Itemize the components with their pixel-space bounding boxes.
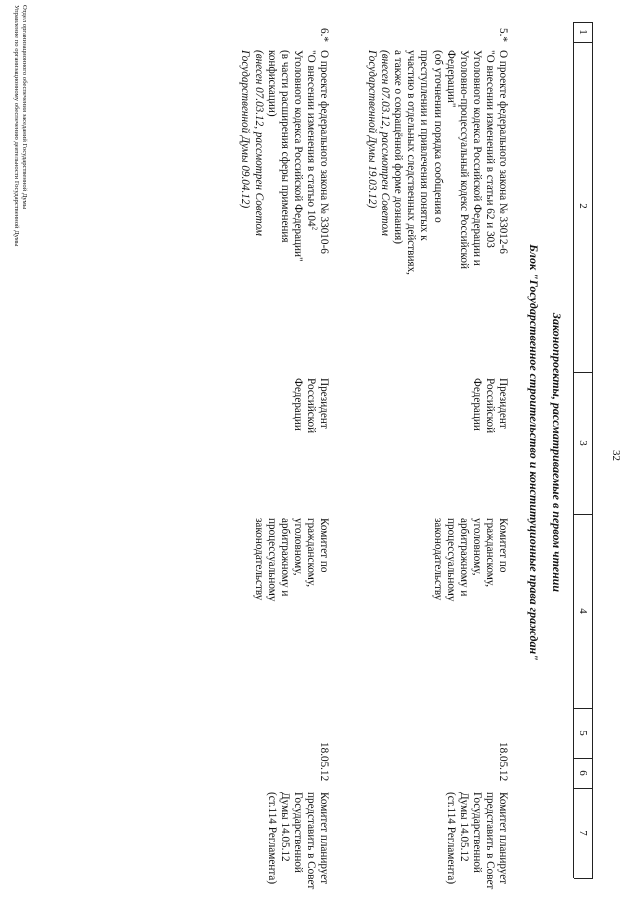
desc-line: конфискации) [265,50,278,117]
row-number: 5.* [497,28,509,42]
column-divider [574,514,593,515]
date: 18.05.12 [497,742,509,782]
desc-submission-line: Государственной Думы 19.03.12) [366,50,379,209]
desc-line: Уголовного кодекса Российской Федерации и [470,50,483,266]
note-line: (ст.114 Регламента) [265,792,278,885]
desc-line: Уголовного кодекса Российской Федерации" [291,50,304,262]
desc-line [304,50,317,370]
column-number: 3 [577,440,589,446]
committee-line: арбитражному и [278,518,291,597]
header-top-rule [592,22,593,878]
note-line: Думы 14.05.12 [457,792,470,862]
responsible-committee [430,518,509,703]
committee-line: процессуальному [265,518,278,602]
header-bottom-rule [573,22,574,878]
note-line: (ст.114 Регламента) [444,792,457,885]
bill-description [365,50,509,370]
desc-line: О проекте федерального закона № 33012-6 [497,50,509,254]
desc-line: (об уточнении порядка сообщения о [431,50,444,223]
author-line: Федерации [291,378,304,431]
committee-line: гражданскому, [304,518,317,588]
note-line: Думы 14.05.12 [278,792,291,862]
note [444,792,509,902]
committee-line: законодательству [252,518,265,601]
footer-line: Отдел организационного обеспечения заседаний Государственной Думы [21,5,28,210]
author-line: Российской [483,378,496,434]
committee-line: гражданскому, [483,518,496,588]
column-number: 2 [577,203,589,209]
row-number: 6.* [318,28,330,42]
column-divider [574,708,593,709]
desc-line: а также о сокращённой форме дознания) [392,50,405,245]
block-title: Блок "Государственное строительство и конституционные права граждан" [527,244,541,661]
committee-line: Комитет по [497,518,509,573]
desc-text: "О внесении изменения в статью 104 [304,50,317,227]
note-line: Государственной [291,792,304,873]
section-title: Законопроекты, рассматриваемые в первом чтении [550,312,564,593]
note-line: Комитет планирует [318,792,330,885]
desc-line: Федерации" [444,50,457,108]
column-number: 1 [577,29,589,35]
committee-line: уголовному, [470,518,483,576]
bill-description [238,50,330,370]
page-number: 32 [610,450,622,461]
date: 18.05.12 [318,742,330,782]
note-line: Комитет планирует [497,792,509,885]
column-number: 4 [577,608,589,614]
column-number: 7 [577,830,589,836]
footer [12,5,28,247]
author-line: Федерации [470,378,483,431]
committee-line: уголовному, [291,518,304,576]
note-line: представить в Совет [304,792,317,890]
note [265,792,330,902]
column-divider [574,758,593,759]
column-divider [574,42,593,43]
desc-submission-line: Государственной Думы 09.04.12) [239,50,252,209]
column-divider [574,788,593,789]
committee-line: процессуальному [444,518,457,602]
column-number: 5 [577,730,589,736]
note-line: представить в Совет [483,792,496,890]
committee-line: законодательству [431,518,444,601]
committee-line: арбитражному и [457,518,470,597]
note-line: Государственной [470,792,483,873]
column-divider [574,878,593,879]
desc-line: участию в отдельных следственных действиях, [405,50,418,275]
desc-line: Уголовно-процессуальный кодекс Российской [457,50,470,269]
desc-line: "О внесении изменений в статьи 62 и 303 [483,50,496,248]
desc-submission-line: (внесен 07.03.12, рассмотрен Советом [379,50,392,236]
column-divider [574,372,593,373]
author-line: Президент [318,378,330,429]
responsible-committee [251,518,330,703]
superscript: 2 [310,226,319,231]
desc-line: (в части расширения сферы применения [278,50,291,243]
committee-line: Комитет по [318,518,330,573]
desc-line: О проекте федерального закона № 33010-6 [318,50,330,254]
column-number: 6 [577,770,589,776]
author-line: Российской [304,378,317,434]
desc-line: преступлении и привлечения понятых к [418,50,431,241]
bill-author [470,378,509,508]
author-line: Президент [497,378,509,429]
footer-line: Управление по организационному обеспечению деятельности Государственной Думы [13,5,20,247]
desc-submission-line: (внесен 07.03.12, рассмотрен Советом [252,50,265,236]
bill-author [291,378,330,508]
